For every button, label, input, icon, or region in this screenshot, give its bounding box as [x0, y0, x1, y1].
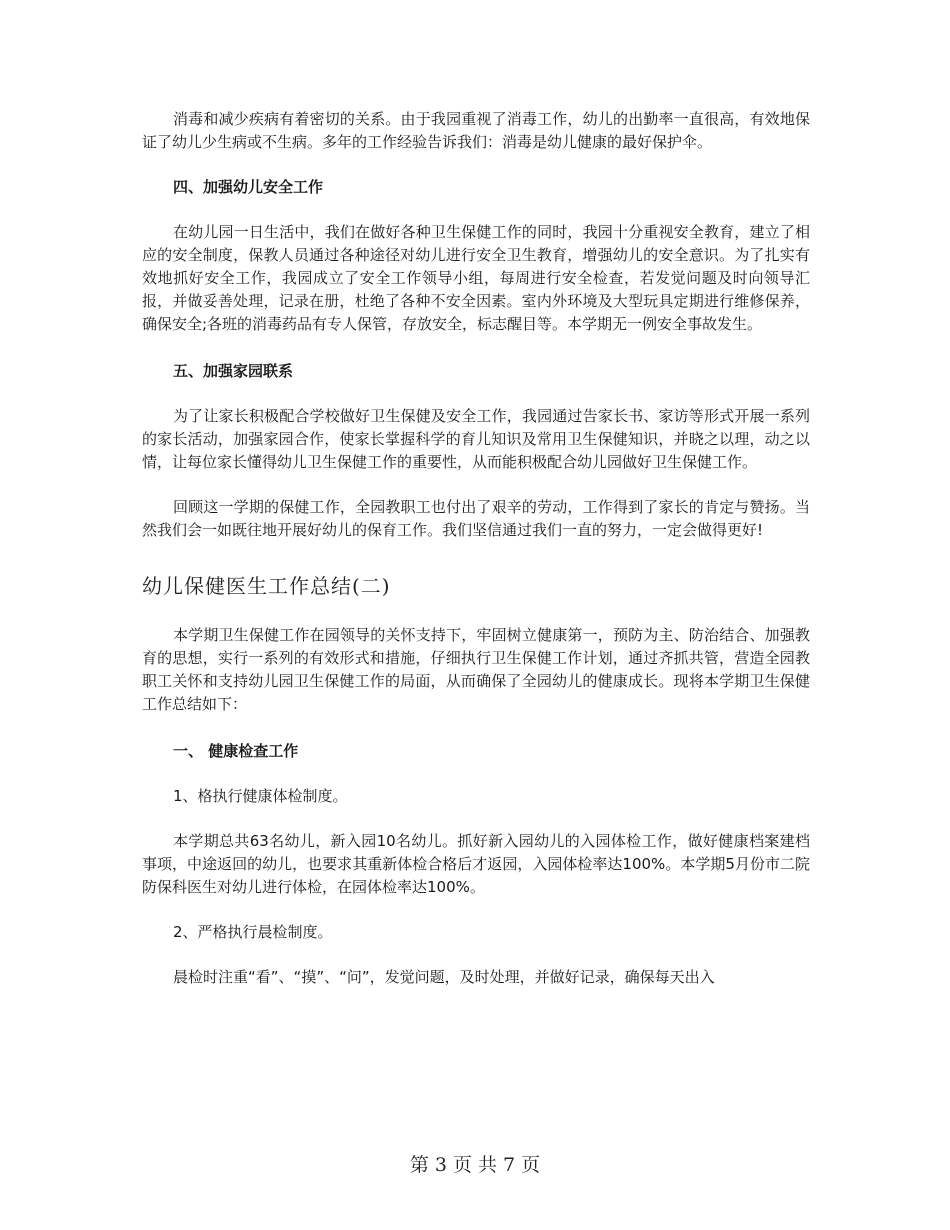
page-content — [142, 108, 810, 989]
list-item-morning-check: 2、严格执行晨检制度。 — [173, 923, 333, 941]
paragraph-parents: 为了让家长积极配合学校做好卫生保健及安全工作，我园通过告家长书、家访等形式开展一系列的家长活动，加强家园合作，使家长掌握科学的育儿知识及常用卫生保健知识，并晓之以理，动之以情，让每位家长懂得幼儿卫生保健工作的重要性，从而能积极配合幼儿园做好卫生保健工作。 — [142, 407, 810, 471]
section-title: 幼儿保健医生工作总结(二) — [142, 574, 391, 598]
paragraph-review: 回顾这一学期的保健工作，全园教职工也付出了艰辛的劳动，工作得到了家长的肯定与赞扬。当然我们会一如既往地开展好幼儿的保育工作。我们坚信通过我们一直的努力，一定会做得更好! — [142, 498, 810, 539]
heading-home-school-contact: 五、加强家园联系 — [173, 362, 294, 380]
list-item-physical-exam: 1、格执行健康体检制度。 — [173, 787, 348, 805]
heading-health-check: 一、 健康检查工作 — [173, 742, 299, 760]
paragraph-exam-stats: 本学期总共63名幼儿，新入园10名幼儿。抓好新入园幼儿的入园体检工作，做好健康档案建档事项，中途返回的幼儿，也要求其重新体检合格后才返园，入园体检率达100%。本学期5月份市二院防保科医生对幼儿进行体检，在园体检率达100%。 — [142, 832, 810, 896]
paragraph-safety: 在幼儿园一日生活中，我们在做好各种卫生保健工作的同时，我园十分重视安全教育，建立了相应的安全制度，保教人员通过各种途径对幼儿进行安全卫生教育，增强幼儿的安全意识。为了扎实有效地抓好安全工作，我园成立了安全工作领导小组，每周进行安全检查，若发觉问题及时向领导汇报，并做妥善处理，记录在册，杜绝了各种不安全因素。室内外环境及大型玩具定期进行维修保养，确保安全;各班的消毒药品有专人保管，存放安全，标志醒目等。本学期无一例安全事故发生。 — [142, 223, 810, 333]
paragraph-disinfection: 消毒和减少疾病有着密切的关系。由于我园重视了消毒工作，幼儿的出勤率一直很高，有效地保证了幼儿少生病或不生病。多年的工作经验告诉我们：消毒是幼儿健康的最好保护伞。 — [142, 110, 810, 151]
paragraph-intro: 本学期卫生保健工作在园领导的关怀支持下，牢固树立健康第一，预防为主、防治结合、加强教育的思想，实行一系列的有效形式和措施，仔细执行卫生保健工作计划，通过齐抓共管，营造全园教职工关怀和支持幼儿园卫生保健工作的局面，从而确保了全园幼儿的健康成长。现将本学期卫生保健工作总结如下： — [142, 626, 810, 713]
page-number-footer: 第 3 页 共 7 页 — [409, 1154, 541, 1176]
heading-safety-work: 四、加强幼儿安全工作 — [173, 178, 324, 196]
paragraph-morning-check: 晨检时注重“看”、“摸”、“问”，发觉问题，及时处理，并做好记录，确保每天出入 — [173, 968, 715, 986]
